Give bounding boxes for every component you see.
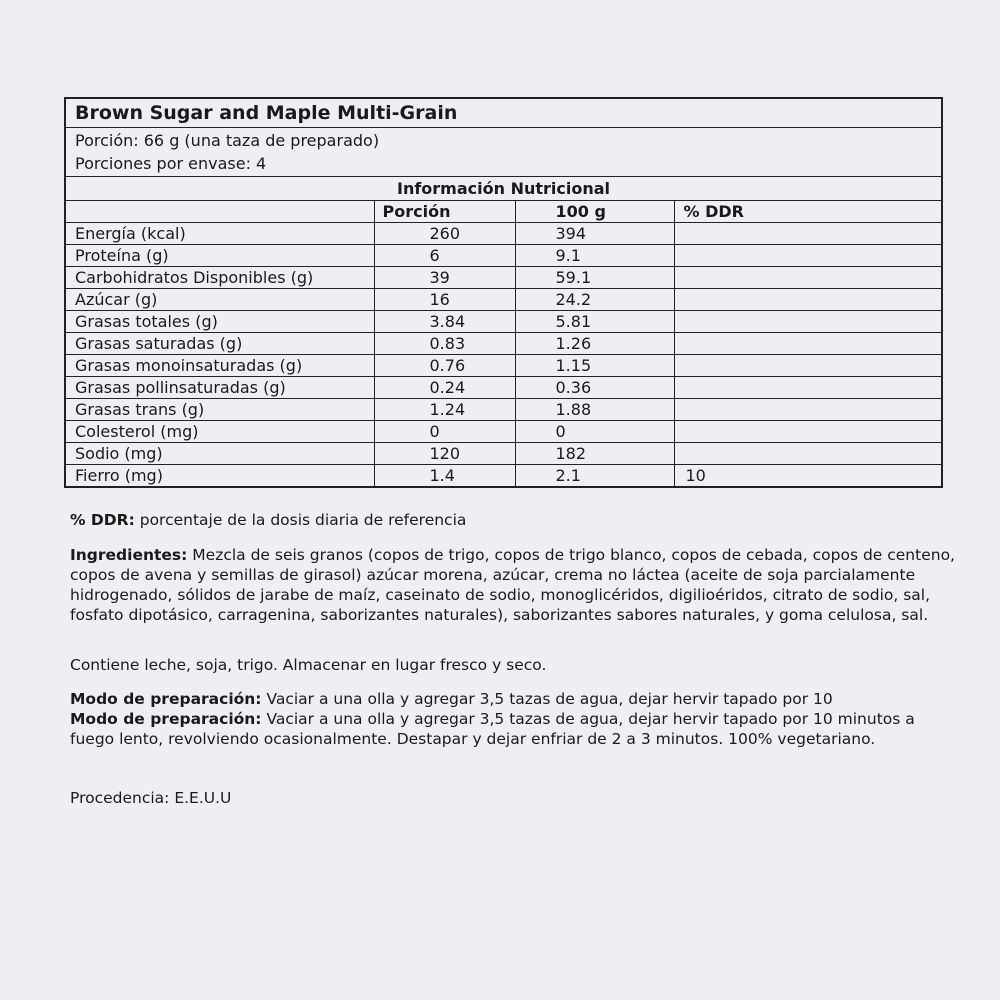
table-row: [66, 245, 941, 267]
per-100g-value: 0: [515, 421, 674, 443]
per-100g-value: 2.1: [515, 465, 674, 487]
nutrient-name: Colesterol (mg): [66, 421, 374, 443]
ddr-value: [674, 245, 941, 267]
preparation-label-2: Modo de preparación:: [70, 710, 262, 728]
ddr-value: [674, 267, 941, 289]
preparation-text-2: Vaciar a una olla y agregar 3,5 tazas de agua, dejar hervir tapado por 10 minutos a fuego lento, revolviendo ocasionalmente. Destapar y dejar enfriar de 2 a 3 minutos. 100% vegetariano.: [70, 710, 915, 748]
portion-value: 3.84: [374, 311, 515, 333]
ddr-note: [70, 510, 960, 530]
nutrient-name: Fierro (mg): [66, 465, 374, 487]
ddr-value: [674, 377, 941, 399]
ddr-value: [674, 355, 941, 377]
nutrition-table-body: [66, 223, 941, 487]
ddr-note-label: % DDR:: [70, 511, 135, 529]
nutrient-name: Sodio (mg): [66, 443, 374, 465]
header-ddr: % DDR: [674, 201, 941, 223]
ddr-note-text: porcentaje de la dosis diaria de referencia: [134, 511, 467, 529]
portion-value: 39: [374, 267, 515, 289]
preparation-label-1: Modo de preparación:: [70, 690, 262, 708]
nutrient-name: Proteína (g): [66, 245, 374, 267]
nutrient-name: Grasas saturadas (g): [66, 333, 374, 355]
nutrition-table: [66, 201, 941, 486]
contains-note: Contiene leche, soja, trigo. Almacenar en lugar fresco y seco.: [70, 656, 547, 674]
nutrition-header-row: [66, 201, 941, 223]
portion-value: 0: [374, 421, 515, 443]
portion-value: 6: [374, 245, 515, 267]
table-row: [66, 333, 941, 355]
ingredients-label: Ingredientes:: [70, 546, 188, 564]
nutrient-name: Grasas totales (g): [66, 311, 374, 333]
per-100g-value: 0.36: [515, 377, 674, 399]
nutrient-name: Grasas pollinsaturadas (g): [66, 377, 374, 399]
per-100g-value: 59.1: [515, 267, 674, 289]
table-row: [66, 311, 941, 333]
portion-value: 260: [374, 223, 515, 245]
servings-per-container: Porciones por envase: 4: [75, 154, 267, 173]
nutrient-name: Energía (kcal): [66, 223, 374, 245]
ingredients: [70, 545, 955, 625]
ddr-value: [674, 399, 941, 421]
table-row: [66, 465, 941, 487]
ingredients-text: Mezcla de seis granos (copos de trigo, copos de trigo blanco, copos de cebada, copos de centeno, copos de avena y semillas de girasol) azúcar morena, azúcar, crema no láctea (aceite de soja parcialamente hidrogenado, sólidos de jarabe de maíz, caseinato de sodio, monoglicéridos, digilioéridos, citrato de sodio, sal, fosfato dipotásico, carragenina, saborizantes naturales), saborizantes sabores naturales, y goma celulosa, sal.: [70, 546, 955, 624]
preparation-text-1: Vaciar a una olla y agregar 3,5 tazas de agua, dejar hervir tapado por 10: [261, 690, 833, 708]
preparation-line-2: [70, 709, 960, 749]
per-100g-value: 5.81: [515, 311, 674, 333]
table-row: [66, 377, 941, 399]
serving-info: [66, 128, 941, 177]
per-100g-value: 9.1: [515, 245, 674, 267]
table-row: [66, 267, 941, 289]
ddr-value: 10: [685, 466, 706, 485]
table-row: [66, 443, 941, 465]
per-100g-value: 1.15: [515, 355, 674, 377]
nutrient-name: Grasas trans (g): [66, 399, 374, 421]
ddr-value: [674, 311, 941, 333]
table-row: [66, 421, 941, 443]
per-100g-value: 1.26: [515, 333, 674, 355]
serving-size: Porción: 66 g (una taza de preparado): [75, 131, 380, 150]
portion-value: 0.24: [374, 377, 515, 399]
table-row: [66, 399, 941, 421]
nutrition-section-title: Información Nutricional: [66, 177, 941, 201]
per-100g-value: 182: [515, 443, 674, 465]
portion-value: 120: [374, 443, 515, 465]
table-row: [66, 223, 941, 245]
per-100g-value: 1.88: [515, 399, 674, 421]
header-nutrient: [66, 201, 374, 223]
table-row: [66, 289, 941, 311]
ddr-value: [674, 223, 941, 245]
portion-value: 0.76: [374, 355, 515, 377]
nutrient-name: Carbohidratos Disponibles (g): [66, 267, 374, 289]
origin-note: Procedencia: E.E.U.U: [70, 789, 232, 807]
portion-value: 0.83: [374, 333, 515, 355]
header-per-100g: 100 g: [515, 201, 674, 223]
preparation-line-1: [70, 689, 960, 709]
ddr-value: [674, 289, 941, 311]
nutrient-name: Azúcar (g): [66, 289, 374, 311]
nutrient-name: Grasas monoinsaturadas (g): [66, 355, 374, 377]
preparation: [70, 689, 960, 749]
portion-value: 16: [374, 289, 515, 311]
table-row: [66, 355, 941, 377]
per-100g-value: 394: [515, 223, 674, 245]
per-100g-value: 24.2: [515, 289, 674, 311]
ddr-value: [674, 443, 941, 465]
header-portion: Porción: [374, 201, 515, 223]
ddr-value: [674, 333, 941, 355]
ddr-value: [674, 421, 941, 443]
product-title: Brown Sugar and Maple Multi-Grain: [66, 99, 941, 128]
nutrition-label: [64, 97, 943, 488]
portion-value: 1.4: [374, 465, 515, 487]
portion-value: 1.24: [374, 399, 515, 421]
